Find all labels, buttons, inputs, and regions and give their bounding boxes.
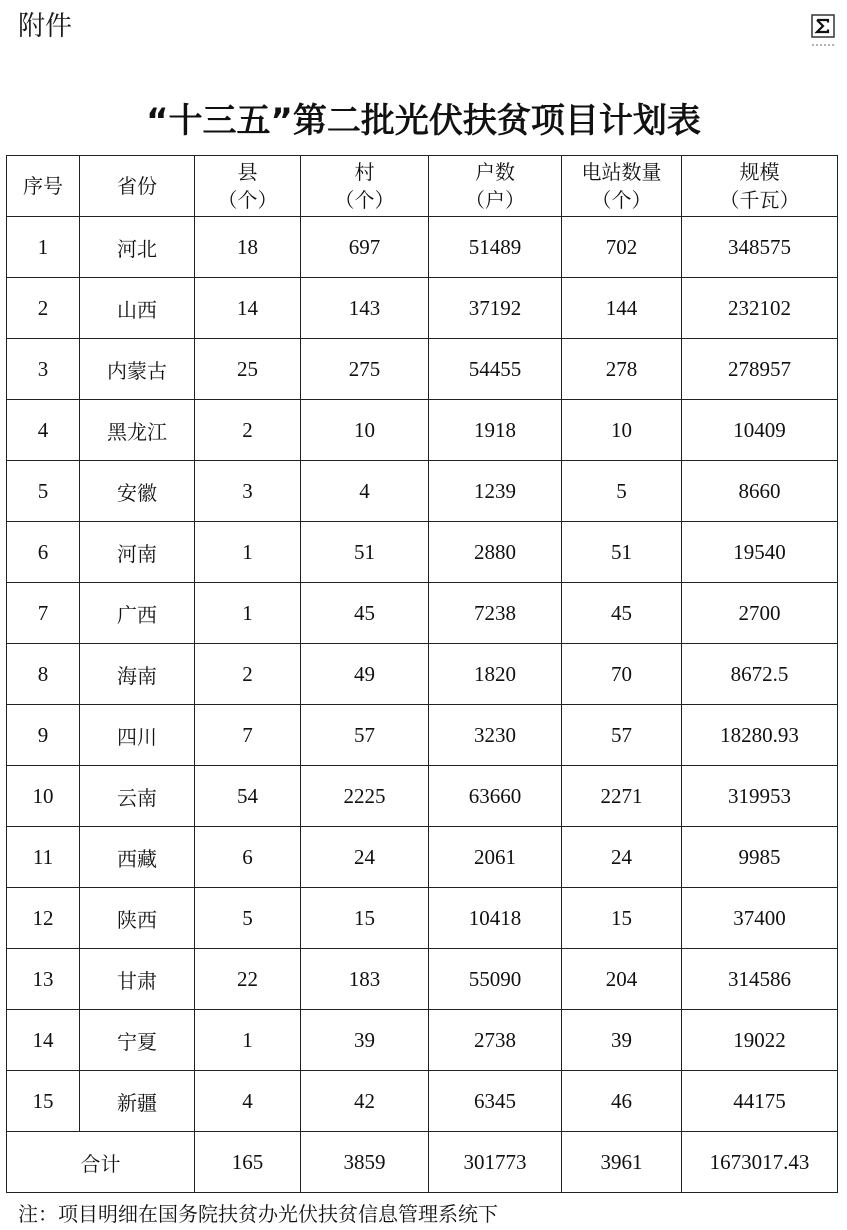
cell-household: 2738 xyxy=(429,1010,562,1071)
cell-village: 42 xyxy=(301,1071,429,1132)
cell-province: 黑龙江 xyxy=(80,400,195,461)
cell-province: 云南 xyxy=(80,766,195,827)
cell-station: 51 xyxy=(562,522,682,583)
cell-province: 内蒙古 xyxy=(80,339,195,400)
cell-station: 15 xyxy=(562,888,682,949)
cell-index: 3 xyxy=(7,339,80,400)
cell-scale: 314586 xyxy=(682,949,838,1010)
cell-scale: 8660 xyxy=(682,461,838,522)
cell-household: 10418 xyxy=(429,888,562,949)
cell-station: 278 xyxy=(562,339,682,400)
cell-village: 39 xyxy=(301,1010,429,1071)
header-village xyxy=(301,156,429,217)
cell-household: 63660 xyxy=(429,766,562,827)
attachment-label: 附件 xyxy=(18,11,72,42)
cell-village: 2225 xyxy=(301,766,429,827)
cell-index: 10 xyxy=(7,766,80,827)
cell-station: 2271 xyxy=(562,766,682,827)
cell-county: 54 xyxy=(195,766,301,827)
cell-scale: 232102 xyxy=(682,278,838,339)
cell-county: 1 xyxy=(195,522,301,583)
cell-province: 安徽 xyxy=(80,461,195,522)
cell-village: 183 xyxy=(301,949,429,1010)
table-header-row xyxy=(7,156,838,217)
cell-county: 1 xyxy=(195,583,301,644)
header-household xyxy=(429,156,562,217)
cell-household: 37192 xyxy=(429,278,562,339)
cell-province: 西藏 xyxy=(80,827,195,888)
cell-household: 6345 xyxy=(429,1071,562,1132)
cell-province: 甘肃 xyxy=(80,949,195,1010)
cell-province: 宁夏 xyxy=(80,1010,195,1071)
cell-scale: 37400 xyxy=(682,888,838,949)
total-household: 301773 xyxy=(429,1132,562,1193)
cell-index: 1 xyxy=(7,217,80,278)
table-row xyxy=(7,766,838,827)
header-scale-label: 规模 xyxy=(739,160,780,184)
cell-village: 45 xyxy=(301,583,429,644)
cell-village: 4 xyxy=(301,461,429,522)
header-household-label: 户数 xyxy=(475,160,515,184)
table-row xyxy=(7,827,838,888)
cell-household: 51489 xyxy=(429,217,562,278)
cell-province: 山西 xyxy=(80,278,195,339)
cell-index: 5 xyxy=(7,461,80,522)
cell-county: 14 xyxy=(195,278,301,339)
cell-station: 5 xyxy=(562,461,682,522)
cell-index: 6 xyxy=(7,522,80,583)
table-row xyxy=(7,461,838,522)
cell-province: 海南 xyxy=(80,644,195,705)
total-scale: 1673017.43 xyxy=(682,1132,838,1193)
cell-household: 1918 xyxy=(429,400,562,461)
cell-province: 新疆 xyxy=(80,1071,195,1132)
cell-station: 144 xyxy=(562,278,682,339)
cell-index: 11 xyxy=(7,827,80,888)
cell-village: 57 xyxy=(301,705,429,766)
cell-station: 46 xyxy=(562,1071,682,1132)
cell-index: 12 xyxy=(7,888,80,949)
cell-village: 697 xyxy=(301,217,429,278)
header-station-label: 电站数量 xyxy=(581,160,662,184)
total-row xyxy=(7,1132,838,1193)
project-plan-table xyxy=(6,155,838,1193)
cell-county: 2 xyxy=(195,644,301,705)
sigma-document-icon[interactable] xyxy=(811,14,835,50)
cell-household: 55090 xyxy=(429,949,562,1010)
cell-county: 22 xyxy=(195,949,301,1010)
cell-scale: 44175 xyxy=(682,1071,838,1132)
table-row xyxy=(7,217,838,278)
header-household-unit: （户） xyxy=(465,188,525,212)
cell-province: 河北 xyxy=(80,217,195,278)
header-village-label: 村 xyxy=(354,160,375,184)
cell-county: 2 xyxy=(195,400,301,461)
cell-county: 25 xyxy=(195,339,301,400)
table-row xyxy=(7,522,838,583)
cell-province: 四川 xyxy=(80,705,195,766)
cell-scale: 348575 xyxy=(682,217,838,278)
cell-scale: 19540 xyxy=(682,522,838,583)
cell-village: 51 xyxy=(301,522,429,583)
header-village-unit: （个） xyxy=(334,188,395,212)
cell-household: 54455 xyxy=(429,339,562,400)
cell-county: 6 xyxy=(195,827,301,888)
total-station: 3961 xyxy=(562,1132,682,1193)
cell-province: 陕西 xyxy=(80,888,195,949)
cell-county: 3 xyxy=(195,461,301,522)
cell-scale: 319953 xyxy=(682,766,838,827)
table-row xyxy=(7,1010,838,1071)
cell-scale: 10409 xyxy=(682,400,838,461)
cell-scale: 278957 xyxy=(682,339,838,400)
cell-village: 143 xyxy=(301,278,429,339)
header-index: 序号 xyxy=(7,156,80,217)
table-row xyxy=(7,705,838,766)
cell-county: 18 xyxy=(195,217,301,278)
header-county-unit: （个） xyxy=(217,188,278,212)
cell-household: 2880 xyxy=(429,522,562,583)
cell-province: 广西 xyxy=(80,583,195,644)
table-row xyxy=(7,888,838,949)
cell-index: 14 xyxy=(7,1010,80,1071)
cell-station: 39 xyxy=(562,1010,682,1071)
total-village: 3859 xyxy=(301,1132,429,1193)
cell-station: 70 xyxy=(562,644,682,705)
header-county xyxy=(195,156,301,217)
footnote: 注：项目明细在国务院扶贫办光伏扶贫信息管理系统下 xyxy=(18,1202,498,1226)
header-county-label: 县 xyxy=(237,160,258,184)
table-row xyxy=(7,644,838,705)
cell-village: 49 xyxy=(301,644,429,705)
cell-scale: 18280.93 xyxy=(682,705,838,766)
cell-village: 15 xyxy=(301,888,429,949)
cell-village: 24 xyxy=(301,827,429,888)
cell-household: 1820 xyxy=(429,644,562,705)
total-county: 165 xyxy=(195,1132,301,1193)
table-row xyxy=(7,400,838,461)
header-scale-unit: （千瓦） xyxy=(719,188,800,212)
cell-index: 9 xyxy=(7,705,80,766)
header-scale xyxy=(682,156,838,217)
cell-station: 24 xyxy=(562,827,682,888)
cell-county: 1 xyxy=(195,1010,301,1071)
cell-household: 7238 xyxy=(429,583,562,644)
cell-station: 10 xyxy=(562,400,682,461)
cell-index: 8 xyxy=(7,644,80,705)
cell-index: 4 xyxy=(7,400,80,461)
document-title: “十三五”第二批光伏扶贫项目计划表 xyxy=(146,101,701,141)
header-station xyxy=(562,156,682,217)
cell-scale: 2700 xyxy=(682,583,838,644)
cell-household: 3230 xyxy=(429,705,562,766)
table-row xyxy=(7,278,838,339)
table-row xyxy=(7,583,838,644)
cell-village: 275 xyxy=(301,339,429,400)
header-station-unit: （个） xyxy=(591,188,652,212)
cell-household: 1239 xyxy=(429,461,562,522)
cell-station: 702 xyxy=(562,217,682,278)
cell-county: 7 xyxy=(195,705,301,766)
cell-scale: 19022 xyxy=(682,1010,838,1071)
cell-county: 5 xyxy=(195,888,301,949)
cell-index: 13 xyxy=(7,949,80,1010)
table-row xyxy=(7,1071,838,1132)
cell-station: 204 xyxy=(562,949,682,1010)
table-row xyxy=(7,949,838,1010)
cell-village: 10 xyxy=(301,400,429,461)
cell-province: 河南 xyxy=(80,522,195,583)
cell-household: 2061 xyxy=(429,827,562,888)
total-label: 合计 xyxy=(7,1132,195,1193)
cell-scale: 8672.5 xyxy=(682,644,838,705)
cell-station: 45 xyxy=(562,583,682,644)
cell-station: 57 xyxy=(562,705,682,766)
cell-index: 2 xyxy=(7,278,80,339)
header-province: 省份 xyxy=(80,156,195,217)
cell-county: 4 xyxy=(195,1071,301,1132)
cell-index: 15 xyxy=(7,1071,80,1132)
cell-index: 7 xyxy=(7,583,80,644)
cell-scale: 9985 xyxy=(682,827,838,888)
table-row xyxy=(7,339,838,400)
